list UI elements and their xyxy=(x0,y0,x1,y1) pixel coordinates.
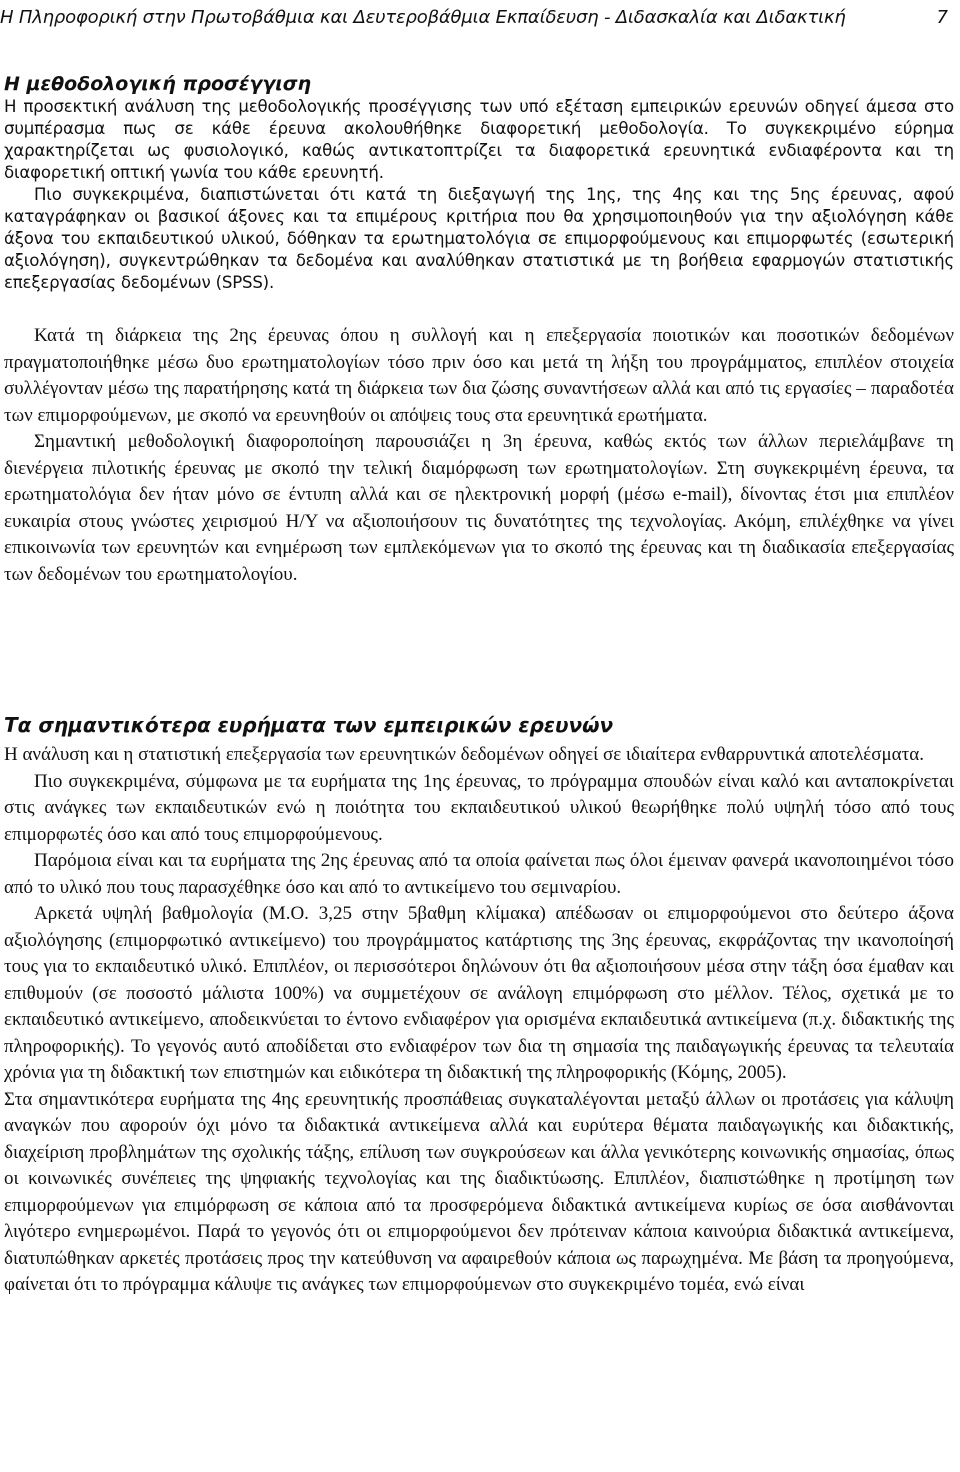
header-title: Η Πληροφορική στην Πρωτοβάθμια και Δευτεροβάθμια Εκπαίδευση - Διδασκαλία και Διδακτική xyxy=(0,7,846,28)
paragraph: Κατά τη διάρκεια της 2ης έρευνας όπου η συλλογή και η επεξεργασία ποιοτικών και ποσοτικών δεδομένων πραγματοποιήθηκε μέσω δυο ερωτηματολογίων τόσο πριν όσο και μετά τη λήξη του προγράμματος, επιπλέον στοιχεία συλλέγονταν μέσω της παρατήρησης κατά τη διάρκεια των δια ζώσης συναντήσεων αλλά και από τις εργασίες – παραδοτέα των επιμορφούμενων, με σκοπό να ερευνηθούν οι απόψεις τους στα ερευνητικά ερωτήματα. xyxy=(4,325,954,426)
paragraph: Πιο συγκεκριμένα, σύμφωνα με τα ευρήματα της 1ης έρευνας, το πρόγραμμα σπουδών είναι καλό και ανταποκρίνεται στις ανάγκες των εκπαιδευτικών ενώ η ποιότητα του εκπαιδευτικού υλικού θεωρήθηκε πολύ υψηλή τόσο από τους επιμορφωτές όσο και από τους επιμορφούμενους. xyxy=(4,770,954,845)
section-heading-findings: Τα σημαντικότερα ευρήματα των εμπειρικών ερευνών xyxy=(4,713,614,737)
section-body-methodology-continued xyxy=(4,323,954,588)
paragraph: Η προσεκτική ανάλυση της μεθοδολογικής προσέγγισης των υπό εξέταση εμπειρικών ερευνών οδηγεί άμεσα στο συμπέρασμα πως σε κάθε έρευνα ακολουθήθηκε διαφορετική μεθοδολογία. Το συγκεκριμένο εύρημα χαρακτηρίζεται ως φυσιολογικό, καθώς αντικατοπτρίζει τα διαφορετικά ερευνητικά ενδιαφέροντα και τη διαφορετική οπτική γωνία του κάθε ερευνητή. xyxy=(4,97,954,182)
paragraph: Σημαντική μεθοδολογική διαφοροποίηση παρουσιάζει η 3η έρευνα, καθώς εκτός των άλλων περιελάμβανε τη διενέργεια πιλοτικής έρευνας με σκοπό την τελική διαμόρφωση των ερωτηματολογίων. Στη συγκεκριμένη έρευνα, τα ερωτηματολόγια δεν ήταν μόνο σε έντυπη αλλά και σε ηλεκτρονική μορφή (μέσω e-mail), δίνοντας έτσι μια επιπλέον ευκαιρία στους γνώστες χειρισμού Η/Υ να αξιοποιήσουν τις δυνατότητες της τεχνολογίας. Ακόμη, επιλέχθηκε να γίνει επικοινωνία των ερευνητών και ενημέρωση των εμπλεκόμενων για το σκοπό της έρευνας και τη διαδικασία επεξεργασίας των δεδομένων του ερωτηματολογίου. xyxy=(4,431,954,585)
section-heading-methodology: Η μεθοδολογική προσέγγιση xyxy=(4,73,312,95)
section-body-findings xyxy=(4,742,954,1299)
page-number: 7 xyxy=(936,7,948,28)
paragraph: Παρόμοια είναι και τα ευρήματα της 2ης έρευνας από τα οποία φαίνεται πως όλοι έμειναν φανερά ικανοποιημένοι τόσο από το υλικό που τους παρασχέθηκε όσο και από το αντικείμενο του σεμιναρίου. xyxy=(4,850,954,898)
paragraph: Η ανάλυση και η στατιστική επεξεργασία των ερευνητικών δεδομένων οδηγεί σε ιδιαίτερα ενθαρρυντικά αποτελέσματα. xyxy=(4,744,924,765)
paragraph: Πιο συγκεκριμένα, διαπιστώνεται ότι κατά τη διεξαγωγή της 1ης, της 4ης και της 5ης έρευνας, αφού καταγράφηκαν οι βασικοί άξονες και τα επιμέρους κριτήρια που θα χρησιμοποιηθούν για την αξιολόγηση κάθε άξονα του εκπαιδευτικού υλικού, δόθηκαν τα ερωτηματολόγια σε επιμορφούμενους και επιμορφωτές (εσωτερική αξιολόγηση), συγκεντρώθηκαν τα δεδομένα και αναλύθηκαν στατιστικά με τη βοήθεια εφαρμογών στατιστικής επεξεργασίας δεδομένων (SPSS). xyxy=(4,185,954,292)
running-header xyxy=(0,4,960,32)
paragraph: Στα σημαντικότερα ευρήματα της 4ης ερευνητικής προσπάθειας συγκαταλέγονται μεταξύ άλλων οι προτάσεις για κάλυψη αναγκών που αφορούν όχι μόνο τα διδακτικά αντικείμενα αλλά και ευρύτερα θέματα παιδαγωγικής και διδακτικής, διαχείριση προβλημάτων της σχολικής τάξης, επίλυση των συγκρούσεων και άλλα γενικότερης κοινωνικής σημασίας, όπως οι κοινωνικές συνέπειες της ψηφιακής τεχνολογίας και της διαδικτύωσης. Επιπλέον, διαπιστώθηκε η προτίμηση των επιμορφούμενων για επιμόρφωση σε κάποια από τα προσφερόμενα διδακτικά αντικείμενα κυρίως σε όσα αισθάνονται λιγότερο ενημερωμένοι. Παρά το γεγονός ότι οι επιμορφούμενοι δεν πρότειναν κάποια καινούρια διδακτικά αντικείμενα, διατυπώθηκαν αρκετές προτάσεις προς την κατεύθυνση να αφαιρεθούν κάποια ως παρωχημένα. Με βάση τα προηγούμενα, φαίνεται ότι το πρόγραμμα κάλυψε τις ανάγκες των επιμορφούμενων στο συγκεκριμένο τομέα, ενώ είναι xyxy=(4,1088,954,1295)
paragraph: Αρκετά υψηλή βαθμολογία (Μ.Ο. 3,25 στην 5βαθμη κλίμακα) απέδωσαν οι επιμορφούμενοι στο δεύτερο άξονα αξιολόγησης (επιμορφωτικό αντικείμενο) του προγράμματος κατάρτισης της 3ης έρευνας, εκφράζοντας την ικανοποίησή τους για το εκπαιδευτικό υλικό. Επιπλέον, οι περισσότεροι δηλώνουν ότι θα αξιοποιήσουν μέσα στην τάξη όσα έμαθαν και επιθυμούν (σε ποσοστό μάλιστα 100%) να συμμετέχουν σε ανάλογη επιμόρφωση στο μέλλον. Τέλος, σχετικά με το εκπαιδευτικό αντικείμενο, αποδεικνύεται το έντονο ενδιαφέρον για ορισμένα εκπαιδευτικά αντικείμενα (π.χ. διδακτικής της πληροφορικής). Το γεγονός αυτό αποδίδεται στο ενδιαφέρον των δια τη σημασία της παιδαγωγικής έρευνας τα τελευταία χρόνια για τη διδακτική των επιστημών και ειδικότερα τη διδακτική της πληροφορικής (Κόμης, 2005). xyxy=(4,903,954,1083)
section-body-methodology xyxy=(4,96,954,294)
